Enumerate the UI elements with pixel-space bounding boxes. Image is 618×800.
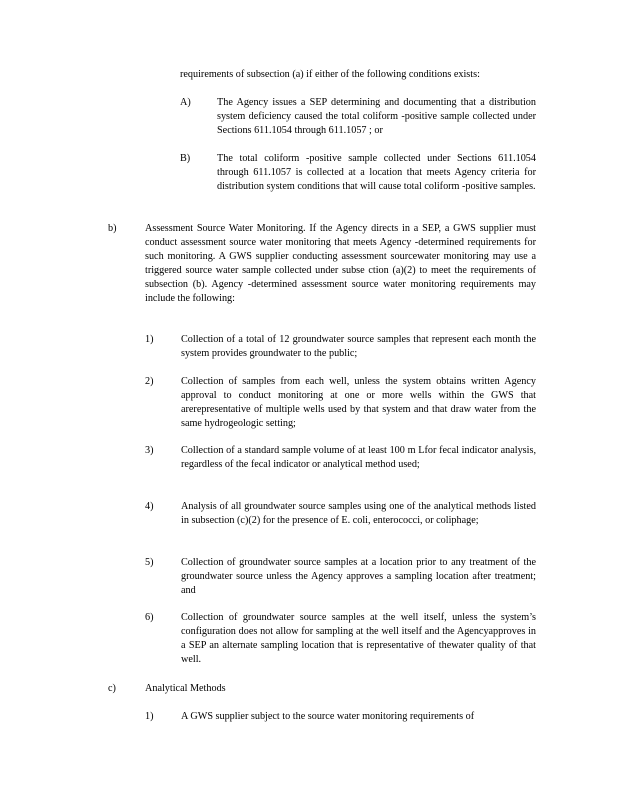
c-item-1-text: A GWS supplier subject to the source water monitoring requirements of (181, 711, 475, 722)
b-item-5-text: Collection of groundwater source samples at a location prior to any treatment of the groundwater source unless the Agency approves a sampling location after treatment; and (181, 557, 536, 596)
b-item-4-text: Analysis of all groundwater source samples using one of the analytical methods listed in subsection (c)(2) for the presence of E. coli, enterococci, or coliphage; (181, 501, 536, 526)
section-c-heading: Analytical Methods (145, 683, 226, 694)
b-item-1-text: Collection of a total of 12 groundwater source samples that represent each month the system provides groundwater to the public; (181, 334, 536, 359)
condition-a-marker: A) (180, 97, 191, 108)
condition-a-text: The Agency issues a SEP determining and documenting that a distribution system deficiency caused the total coliform -positive sample collected under Sections 611.1054 through 611.1057 ; or (217, 97, 536, 136)
b-item-2-marker: 2) (145, 376, 154, 387)
b-item-6-text: Collection of groundwater source samples at the well itself, unless the system’s configuration does not allow for sampling at the well itself and the Agencyapproves in a SEP an alternate sampling location that is representative of thewater quality of that well. (181, 612, 536, 665)
condition-b-marker: B) (180, 153, 191, 164)
section-b-text: Assessment Source Water Monitoring. If the Agency directs in a SEP, a GWS supplier must conduct assessment source water monitoring that meets Agency -determined requirements for such monitoring. A GWS supplier conducting assessment sourcewater monitoring may use a triggered source water sample collected under subse ction (a)(2) to meet the requirements of subsection (b). Agency -determined assessment source water monitoring requirements may include the following: (145, 223, 536, 304)
b-item-5-marker: 5) (145, 557, 154, 568)
b-item-3-marker: 3) (145, 445, 154, 456)
intro-paragraph: requirements of subsection (a) if either of the following conditions exists: (180, 69, 480, 80)
b-item-3-text: Collection of a standard sample volume of at least 100 m Lfor fecal indicator analysis, regardless of the fecal indicator or analytical method used; (181, 445, 536, 470)
b-item-4-marker: 4) (145, 501, 154, 512)
section-b-marker: b) (108, 223, 117, 234)
c-item-1-marker: 1) (145, 711, 154, 722)
condition-b-text: The total coliform -positive sample collected under Sections 611.1054 through 611.1057 is collected at a location that meets Agency criteria for distribution system conditions that will cause total coliform -positive samples. (217, 153, 536, 192)
b-item-2-text: Collection of samples from each well, unless the system obtains written Agency approval to conduct monitoring at one or more wells within the GWS that arerepresentative of multiple wells used by that system and that draw water from the same hydrogeologic setting; (181, 376, 536, 429)
b-item-6-marker: 6) (145, 612, 154, 623)
b-item-1-marker: 1) (145, 334, 154, 345)
section-c-marker: c) (108, 683, 116, 694)
